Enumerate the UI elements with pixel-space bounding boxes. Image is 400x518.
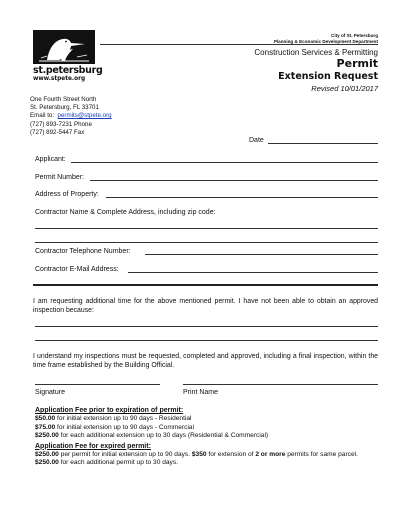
section-divider	[33, 284, 378, 286]
prior-fee-heading: Application Fee prior to expiration of permit:	[35, 407, 184, 414]
mailing-address	[30, 96, 112, 137]
email-line	[30, 112, 112, 120]
reason-line-2[interactable]	[35, 340, 378, 341]
fee-item	[35, 432, 375, 440]
fee-emphasis: 2 or more	[255, 451, 286, 459]
email-label: Email to:	[30, 112, 55, 120]
fee-amount: $250.00	[35, 459, 59, 467]
print-name-label: Print Name	[183, 389, 219, 396]
fee-amount: $250.00	[35, 432, 59, 440]
date-field[interactable]	[268, 143, 378, 144]
contractor-address-line-1[interactable]	[35, 228, 378, 229]
property-address-label: Address of Property:	[35, 191, 99, 198]
phone-number: (727) 893-7231 Phone	[30, 120, 92, 128]
logo-url: www.stpete.org	[33, 76, 86, 82]
reason-line-1[interactable]	[35, 326, 378, 327]
fee-item	[35, 424, 375, 432]
contractor-email-field[interactable]	[128, 272, 378, 273]
fee-text: for initial extension up to 90 days - Commercial	[55, 423, 195, 431]
fee-text: per permit for initial extension up to 90 days.	[58, 451, 192, 459]
applicant-label: Applicant:	[35, 156, 66, 163]
signature-field[interactable]	[35, 384, 160, 385]
fee-amount: $75.00	[35, 423, 56, 431]
city-name: City of St. Petersburg	[331, 33, 378, 38]
form-title-block	[254, 48, 378, 94]
email-link[interactable]: permits@stpete.org	[57, 112, 112, 120]
signature-label: Signature	[35, 389, 65, 396]
pelican-logo-icon	[33, 30, 95, 64]
applicant-field[interactable]	[71, 162, 378, 163]
fee-item	[35, 415, 375, 423]
service-name: Construction Services & Permitting	[254, 48, 378, 57]
fee-text: permits for same parcel.	[285, 451, 358, 459]
fee-amount: $250.00	[35, 451, 59, 459]
date-label: Date	[249, 137, 264, 144]
city-logo	[33, 30, 103, 90]
revision-date: Revised 10/01/2017	[311, 84, 378, 93]
fax-number: (727) 892-5447 Fax	[30, 128, 85, 136]
fee-text: for initial extension up to 90 days - Residential	[55, 415, 192, 423]
address-city: St. Petersburg, FL 33701	[30, 104, 99, 112]
address-street: One Fourth Street North	[30, 96, 97, 103]
city-department	[274, 33, 378, 44]
acknowledgement-statement: I understand my inspections must be requested, completed and approved, including a final inspection, within the time frame established by the Building Official.	[33, 353, 378, 369]
contractor-phone-field[interactable]	[145, 254, 378, 255]
department-name: Planning & Economic Development Department	[273, 38, 378, 44]
permit-number-label: Permit Number:	[35, 174, 85, 181]
property-address-field[interactable]	[106, 197, 378, 198]
form-title: Permit	[336, 57, 378, 70]
contractor-label: Contractor Name & Complete Address, including zip code:	[35, 209, 216, 216]
fee-amount: $350	[191, 451, 207, 459]
fee-amount: $50.00	[35, 415, 56, 423]
fee-schedule	[35, 407, 375, 468]
request-statement: I am requesting additional time for the above mentioned permit. I have not been able to obtain an approved inspection because:	[33, 298, 378, 314]
contractor-address-line-2[interactable]	[35, 242, 378, 243]
contractor-phone-label: Contractor Telephone Number:	[35, 248, 131, 255]
fee-item	[35, 451, 375, 459]
fee-item	[35, 459, 375, 467]
fee-text: for each additional extension up to 30 days (Residential & Commercial)	[58, 432, 269, 440]
permit-number-field[interactable]	[90, 180, 378, 181]
fee-text: for extension of	[206, 451, 256, 459]
form-subtitle: Extension Request	[278, 71, 378, 82]
header-rule	[100, 44, 378, 45]
logo-wordmark: st.petersburg	[33, 65, 103, 76]
contractor-email-label: Contractor E-Mail Address:	[35, 266, 119, 273]
fee-text: for each additional permit up to 30 days.	[58, 459, 178, 467]
print-name-field[interactable]	[183, 384, 378, 385]
expired-fee-heading: Application Fee for expired permit:	[35, 442, 151, 450]
